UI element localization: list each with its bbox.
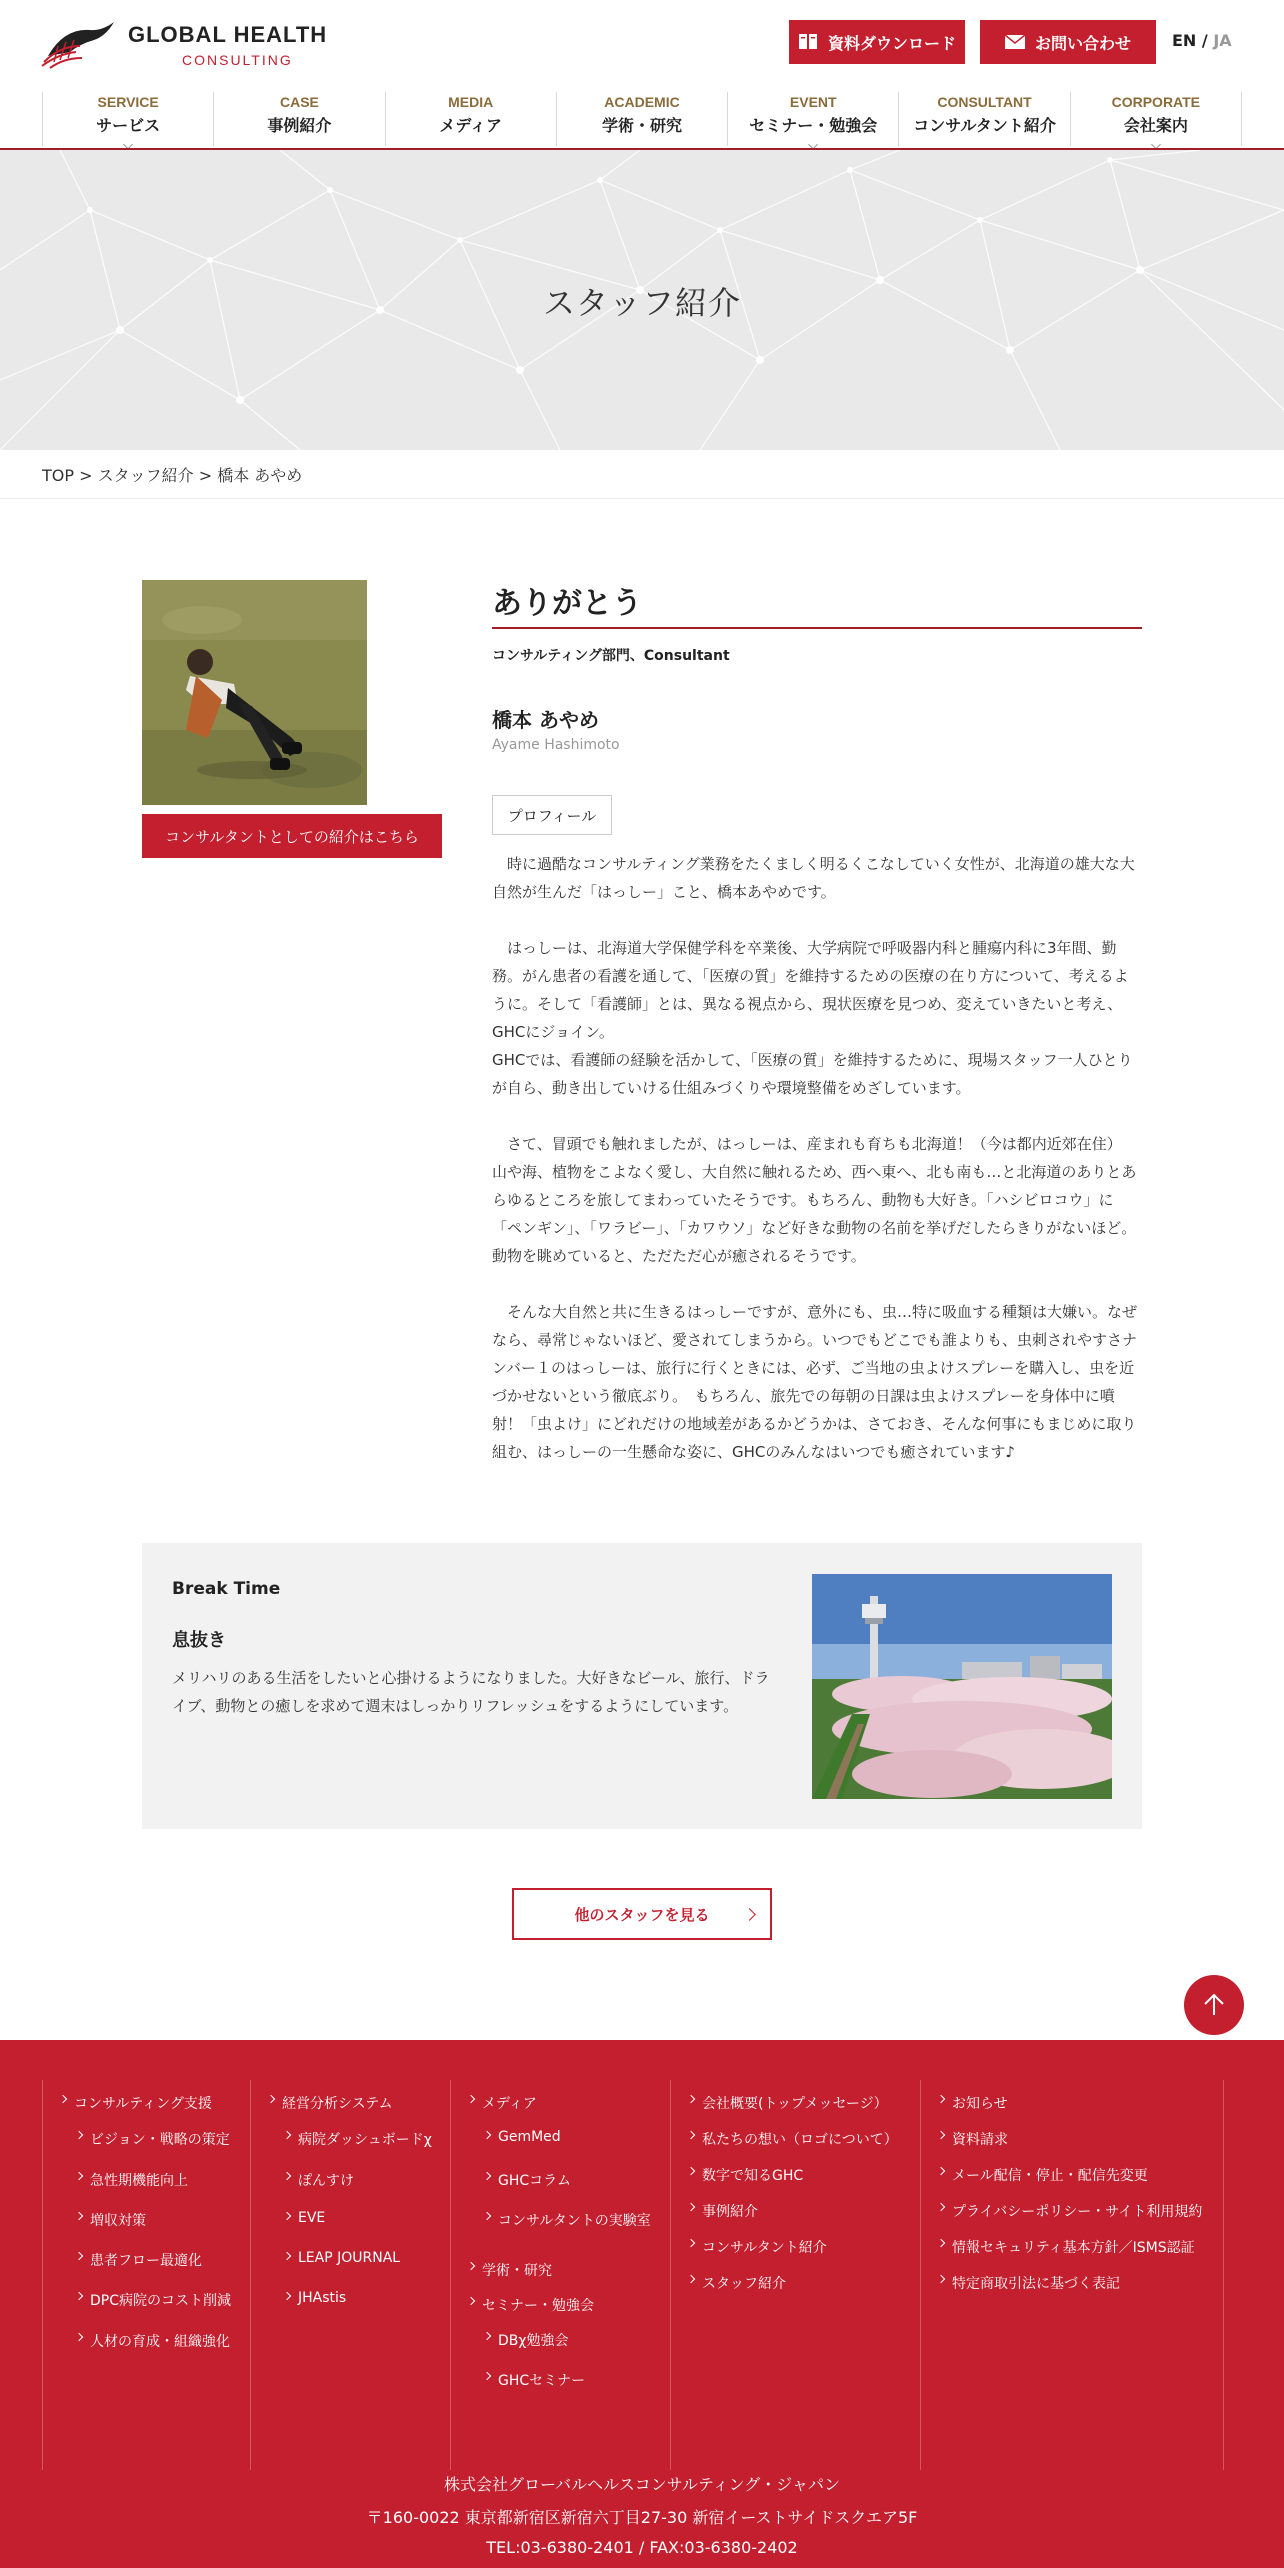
nav-item-ja: 事例紹介 (267, 116, 332, 135)
footer-column-divider (42, 2080, 43, 2470)
nav-item-event[interactable] (727, 92, 898, 146)
footer-link[interactable]: LEAP JOURNAL (284, 2250, 400, 2266)
footer-link[interactable]: ビジョン・戦略の策定 (76, 2129, 230, 2149)
lang-ja-link[interactable]: JA (1213, 31, 1232, 50)
nav-item-en: SERVICE (97, 94, 159, 110)
footer-link[interactable]: DBχ勉強会 (484, 2330, 568, 2350)
profile-paragraph: 時に過酷なコンサルティング業務をたくましく明るくこなしていく女性が、北海道の雄大な大自然が生んだ「はっしー」こと、橋本あやめです。 (492, 855, 1135, 901)
contact-label: お問い合わせ (1034, 33, 1131, 53)
logo-name: GLOBAL HEALTH (128, 22, 328, 47)
global-nav (42, 92, 1242, 146)
break-time-body: メリハリのある生活をしたいと心掛けるようになりました。大好きなビール、旅行、ドライブ、動物との癒しを求めて週末はしっかりリフレッシュをするようにしています。 (172, 1669, 770, 1715)
footer-column-divider (450, 2080, 451, 2470)
nav-item-academic[interactable] (556, 92, 727, 146)
contact-button[interactable] (980, 20, 1156, 64)
consultant-profile-button[interactable]: コンサルタントとしての紹介はこちら (142, 814, 442, 858)
footer-address: 〒160-0022 東京都新宿区新宿六丁目27-30 新宿イーストサイドスクエア5F (366, 2508, 918, 2527)
footer-link[interactable]: 患者フロー最適化 (76, 2250, 202, 2270)
footer-link-media[interactable]: メディア (468, 2093, 537, 2113)
footer-link-academic[interactable]: 学術・研究 (468, 2260, 552, 2280)
footer-link[interactable]: コンサルタントの実験室 (484, 2210, 651, 2230)
lang-en-link[interactable]: EN (1172, 31, 1197, 50)
staff-photo (142, 580, 367, 805)
breadcrumb-staff-link[interactable]: スタッフ紹介 (97, 466, 194, 485)
nav-item-en: CORPORATE (1111, 94, 1201, 110)
lang-separator: / (1201, 31, 1208, 50)
logo-sub: CONSULTING (182, 52, 293, 68)
nav-item-consultant[interactable] (898, 92, 1069, 146)
profile-name: 橋本 あやめ (492, 708, 599, 732)
breadcrumb-current: 橋本 あやめ (217, 466, 303, 485)
profile-name-roman: Ayame Hashimoto (492, 737, 620, 753)
footer-link[interactable]: 事例紹介 (688, 2201, 758, 2221)
nav-item-ja: サービス (96, 116, 161, 135)
profile-paragraph: さて、冒頭でも触れましたが、はっしーは、産まれも育ちも北海道！（今は都内近郊在住） 山や海、植物をこよなく愛し、大自然に触れるため、西へ東へ、北も南も…と北海道のありとあらゆるところを旅してまわっていたそうです。もちろん、動物も大好き。「ハシビロコウ」に「ペンギン」、「ワラビー」、「カワウソ」など好きな動物の名前を挙げだしたらきりがないほど。動物を眺めていると、ただただ心が癒されるそうです。 (492, 1135, 1137, 1265)
footer-link[interactable]: 人材の育成・組織強化 (76, 2331, 230, 2351)
footer-link[interactable]: スタッフ紹介 (688, 2273, 786, 2293)
footer-tel: TEL:03-6380-2401 / FAX:03-6380-2402 (486, 2538, 798, 2557)
logo[interactable] (40, 16, 328, 70)
download-label: 資料ダウンロード (827, 33, 956, 53)
nav-item-en: CASE (279, 94, 319, 110)
nav-item-ja: 学術・研究 (601, 116, 682, 135)
nav-item-ja: メディア (439, 116, 503, 135)
footer-link[interactable]: 数字で知るGHC (688, 2165, 803, 2185)
site-header (0, 0, 1284, 150)
download-button[interactable] (789, 20, 965, 64)
profile-department: コンサルティング部門、Consultant (492, 648, 730, 664)
profile-heading-rule (492, 627, 1142, 629)
nav-item-service[interactable] (42, 92, 213, 146)
footer-link[interactable]: メール配信・停止・配信先変更 (938, 2165, 1148, 2185)
footer-link[interactable]: お知らせ (938, 2093, 1008, 2113)
profile-tag: プロフィール (492, 795, 612, 835)
profile-heading: ありがとう (492, 586, 642, 621)
footer-link[interactable]: 増収対策 (76, 2210, 146, 2230)
footer-link[interactable]: EVE (284, 2210, 325, 2226)
footer-link[interactable]: DPC病院のコスト削減 (76, 2290, 231, 2310)
nav-item-ja: セミナー・勉強会 (749, 116, 878, 135)
breadcrumb-top-link[interactable]: TOP (42, 466, 75, 485)
footer-link[interactable]: 情報セキュリティ基本方針／ISMS認証 (938, 2237, 1195, 2257)
nav-item-ja: 会社案内 (1123, 116, 1188, 135)
footer-link[interactable]: 病院ダッシュボードχ (284, 2129, 432, 2149)
nav-item-corporate[interactable] (1070, 92, 1242, 146)
mail-icon (1005, 35, 1025, 49)
nav-item-en: CONSULTANT (937, 94, 1032, 110)
footer-link[interactable]: 急性期機能向上 (76, 2170, 188, 2190)
profile-paragraph: そんな大自然と共に生きるはっしーですが、意外にも、虫…特に吸血する種類は大嫌い。なぜなら、尋常じゃないほど、愛されてしまうから。いつでもどこでも誰よりも、虫刺されやすさナンバー１のはっしーは、旅行に行くときには、必ず、ご当地の虫よけスプレーを購入し、虫を近づかせないという徹底ぶり。 もちろん、旅先での毎朝の日課は虫よけスプレーを身体中に噴射！「虫よけ」にどれだけの地域差があるかどうかは、さておき、そんな何事にもまじめに取り組む、はっしーの一生懸命な姿に、GHCのみんなはいつでも癒されています♪ (492, 1303, 1138, 1461)
page-hero (0, 150, 1284, 450)
footer-link[interactable]: 特定商取引法に基づく表記 (938, 2273, 1120, 2293)
nav-item-media[interactable] (385, 92, 556, 146)
footer-link[interactable]: 資料請求 (938, 2129, 1008, 2149)
book-icon (798, 33, 818, 51)
footer-column-divider (920, 2080, 921, 2470)
profile-body (492, 850, 1142, 1466)
chevron-right-icon (743, 1908, 756, 1921)
footer-link[interactable]: プライバシーポリシー・サイト利用規約 (938, 2201, 1202, 2221)
breadcrumb-divider (0, 498, 1284, 499)
page-title: スタッフ紹介 (542, 284, 741, 322)
site-footer (0, 2040, 1284, 2568)
footer-link[interactable]: 私たちの想い（ロゴについて） (688, 2129, 898, 2149)
logo-mark-icon (40, 16, 118, 70)
footer-column-divider (1223, 2080, 1224, 2470)
profile-paragraph: はっしーは、北海道大学保健学科を卒業後、大学病院で呼吸器内科と腫瘍内科に3年間、勤務。がん患者の看護を通して、「医療の質」を維持するための医療の在り方について、考えるように。そして「看護師」とは、異なる視点から、現状医療を見つめ、変えていきたいと考え、GHCにジョイン。 GHCでは、看護師の経験を活かして、「医療の質」を維持するために、現場スタッフ一人ひとりが自ら、動き出していける仕組みづくりや環境整備をめざしています。 (492, 939, 1133, 1097)
footer-link-seminar[interactable]: セミナー・勉強会 (468, 2295, 594, 2315)
break-time-photo (812, 1574, 1112, 1799)
more-staff-button[interactable] (512, 1888, 772, 1940)
breadcrumb (42, 463, 302, 486)
breadcrumb-separator: > (193, 466, 218, 485)
back-to-top-button[interactable] (1184, 1975, 1244, 2035)
footer-link[interactable]: JHAstis (284, 2290, 346, 2306)
footer-column-divider (670, 2080, 671, 2470)
nav-item-en: ACADEMIC (604, 94, 680, 110)
break-time-section (142, 1543, 1142, 1829)
footer-link[interactable]: 会社概要(トップメッセージ） (688, 2093, 888, 2113)
nav-item-ja: コンサルタント紹介 (913, 116, 1056, 135)
more-staff-label: 他のスタッフを見る (574, 1905, 710, 1924)
language-switcher (1172, 31, 1232, 50)
nav-item-en: MEDIA (448, 94, 494, 110)
nav-item-en: EVENT (789, 94, 837, 110)
footer-company-name: 株式会社グローバルヘルスコンサルティング・ジャパン (443, 2475, 840, 2494)
footer-link[interactable]: コンサルタント紹介 (688, 2237, 827, 2257)
footer-link[interactable]: GHCコラム (484, 2170, 571, 2190)
footer-column-divider (250, 2080, 251, 2470)
breadcrumb-separator: > (74, 466, 98, 485)
footer-link[interactable]: GHCセミナー (484, 2370, 585, 2390)
break-time-title: Break Time (172, 1579, 281, 1599)
break-time-subtitle: 息抜き (172, 1630, 226, 1651)
footer-link-analysis-system[interactable]: 経営分析システム (268, 2093, 393, 2113)
nav-item-case[interactable] (213, 92, 384, 146)
arrow-up-icon (1203, 1993, 1225, 2017)
footer-link[interactable]: GemMed (484, 2129, 561, 2145)
footer-link[interactable]: ぽんすけ (284, 2170, 354, 2190)
footer-link-consulting[interactable]: コンサルティング支援 (60, 2093, 212, 2113)
